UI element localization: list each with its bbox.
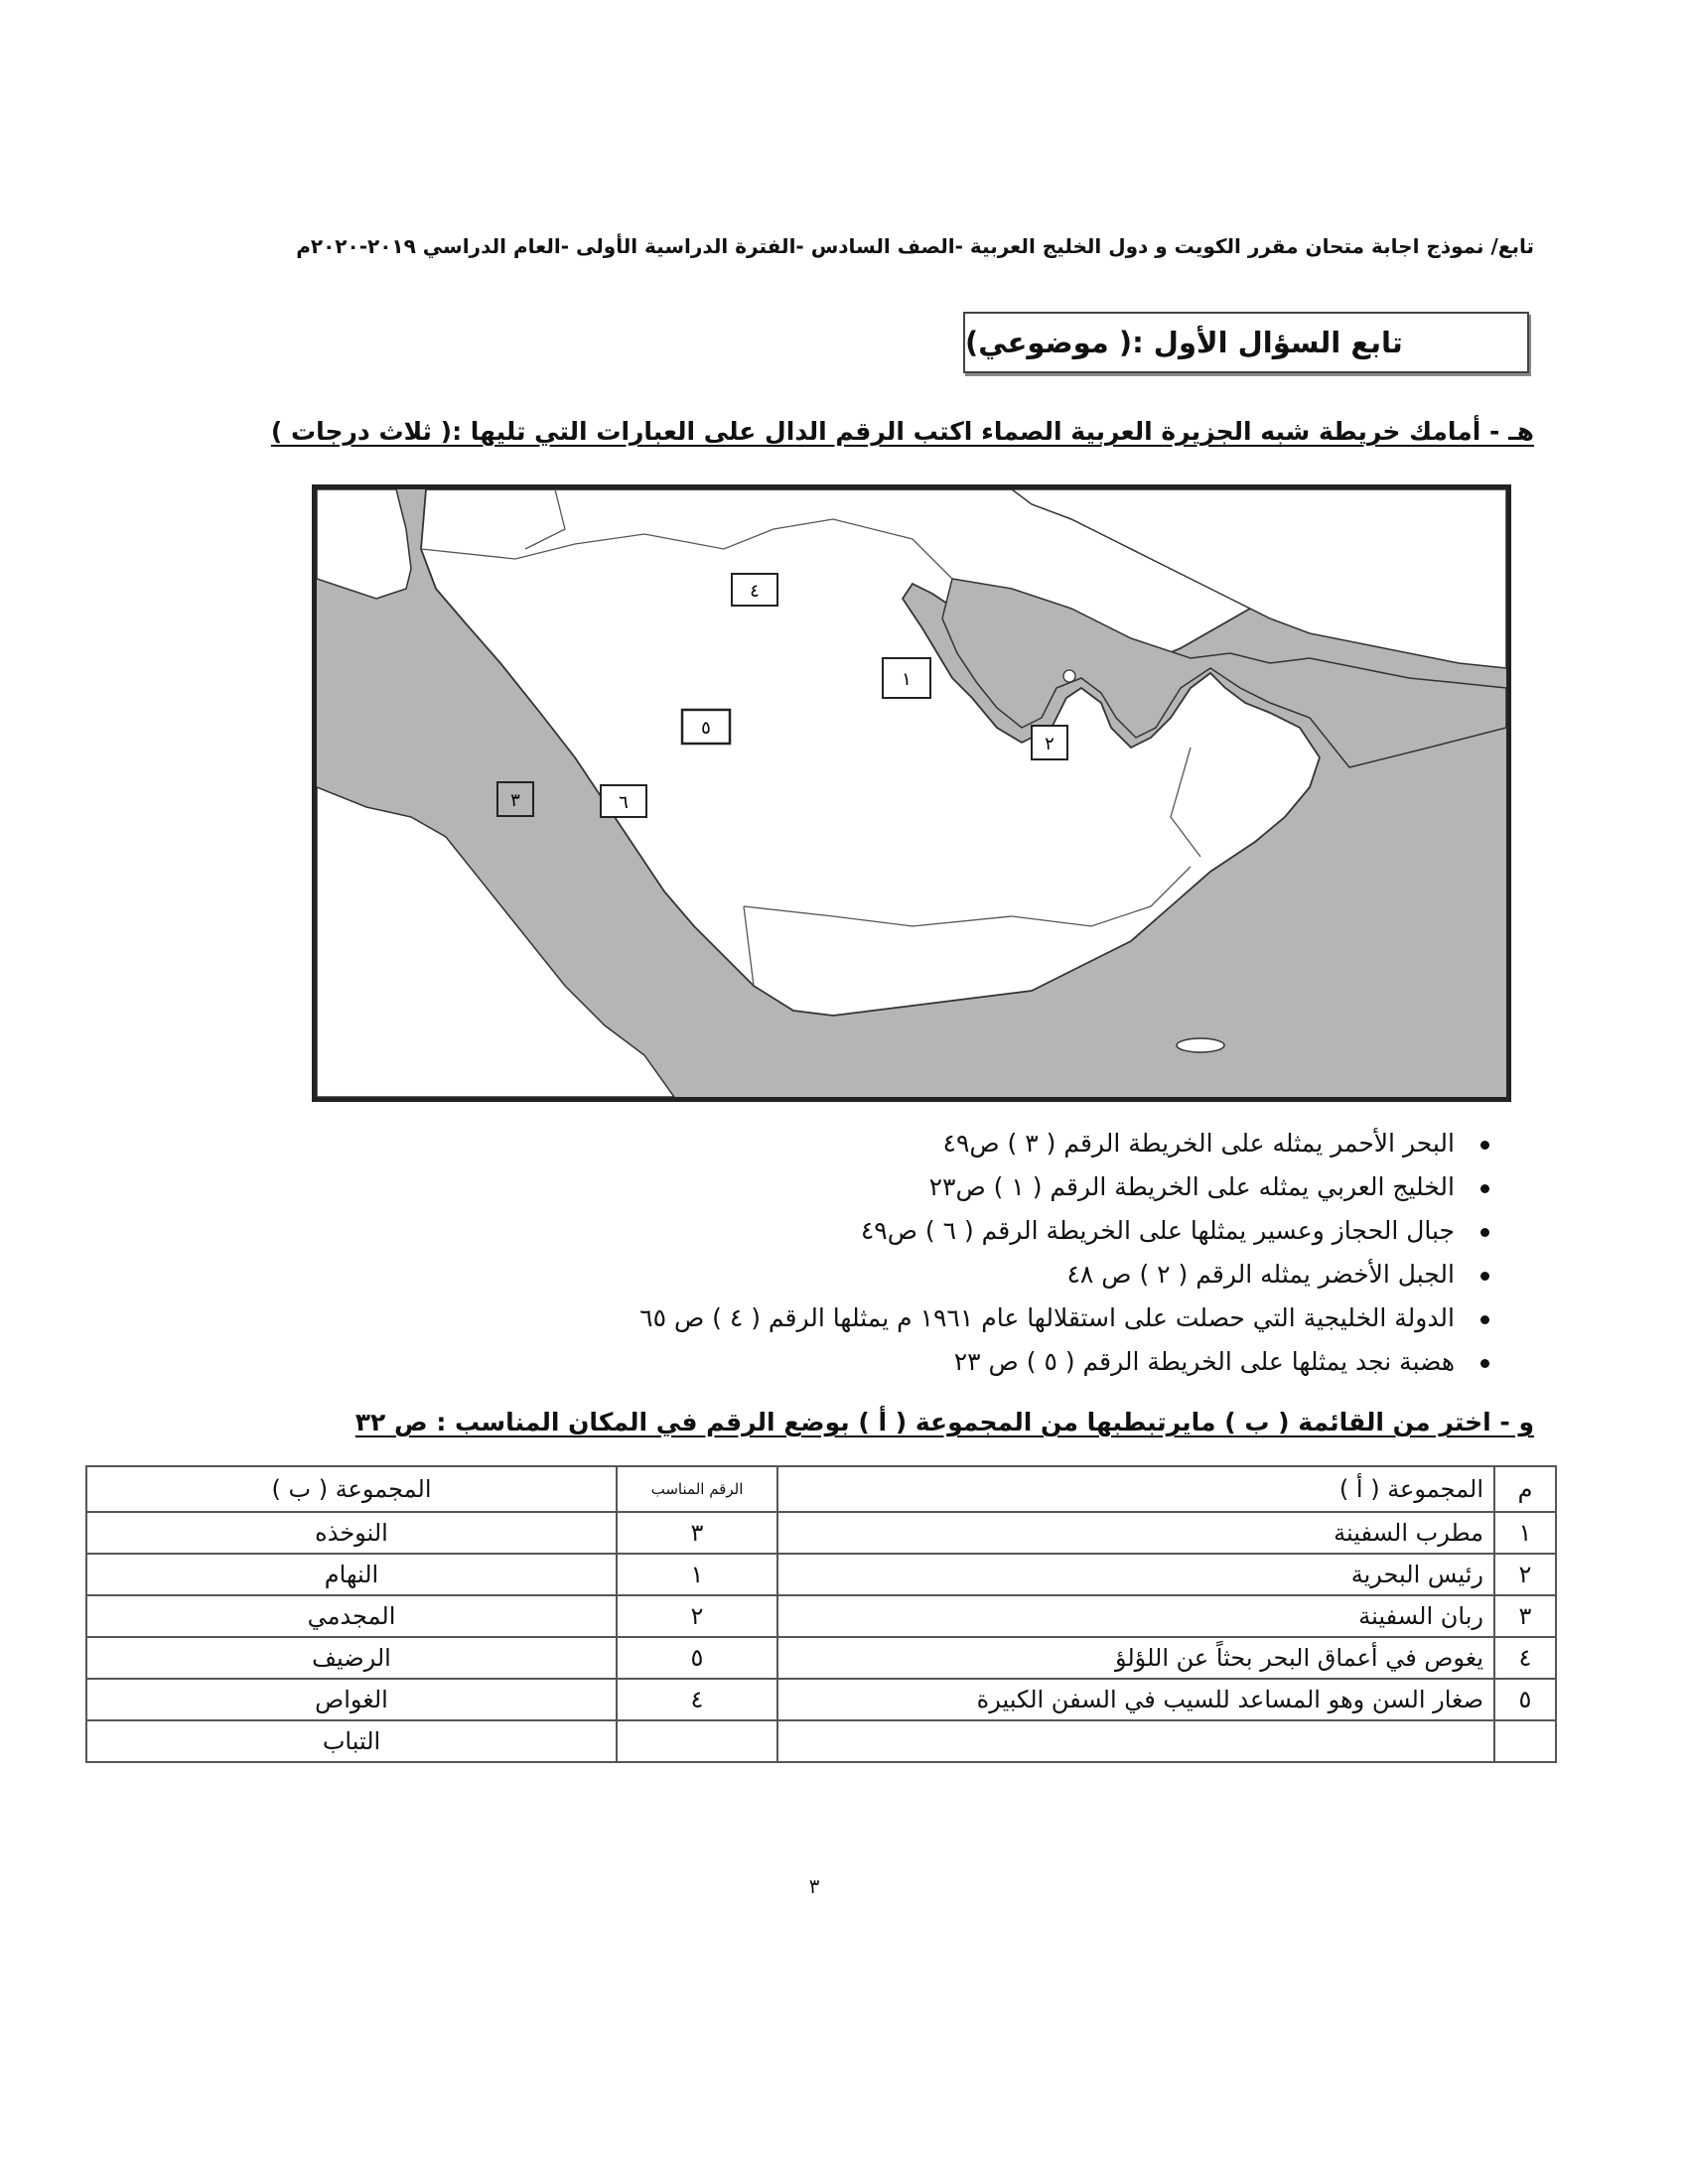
cell-group-b: المجدمي [86,1595,617,1637]
cell-group-a: مطرب السفينة [777,1512,1494,1554]
cell-number[interactable]: ٥ [617,1637,777,1679]
section-title-box [963,312,1529,373]
table-row [86,1595,1556,1637]
question-h-title: هـ - أمامك خريطة شبه الجزيرة العربية الصماء اكتب الرقم الدال على العبارات التي تليها :( ثلاث درجات ) [270,417,1534,446]
cell-group-a: يغوص في أعماق البحر بحثاً عن اللؤلؤ [777,1637,1494,1679]
statement-text: الدولة الخليجية التي حصلت على استقلالها عام ١٩٦١ م يمثلها الرقم ( ٤ ) ص ٦٥ [639,1303,1455,1332]
cell-group-a [777,1720,1494,1762]
map-svg [317,489,1506,1097]
statement-text: جبال الحجاز وعسير يمثلها على الخريطة الرقم ( ٦ ) ص٤٩ [860,1216,1455,1245]
header-m: م [1494,1466,1556,1512]
page-header: تابع/ نموذج اجابة متحان مقرر الكويت و دول الخليج العربية -الصف السادس -الفترة الدراسية الأولى -العام الدراسي ٢٠١٩-٢٠٢٠م [296,234,1534,258]
arabian-peninsula-map [312,484,1511,1102]
table-header-row [86,1466,1556,1512]
map-label-4 [732,574,777,606]
cell-number[interactable]: ١ [617,1554,777,1595]
cell-m: ٥ [1494,1679,1556,1720]
bullet-icon [1480,1272,1489,1281]
bahrain-island [1063,670,1075,682]
cell-number[interactable] [617,1720,777,1762]
header-number: الرقم المناسب [617,1466,777,1512]
map-label-6 [601,785,646,817]
bullet-icon [1480,1184,1489,1193]
statement-text: هضبة نجد يمثلها على الخريطة الرقم ( ٥ ) ص ٢٣ [953,1347,1455,1376]
egypt-land [317,489,411,599]
bullet-icon [1480,1228,1489,1237]
cell-number[interactable]: ٢ [617,1595,777,1637]
table-row [86,1637,1556,1679]
cell-group-a: رئيس البحرية [777,1554,1494,1595]
cell-m: ٣ [1494,1595,1556,1637]
cell-m: ١ [1494,1512,1556,1554]
table-row [86,1512,1556,1554]
socotra-island [1177,1038,1224,1052]
bullet-icon [1480,1359,1489,1368]
section-title: تابع السؤال الأول :( موضوعي) [965,326,1403,359]
map-label-2 [1032,726,1067,759]
cell-number[interactable]: ٣ [617,1512,777,1554]
statement-item [199,1340,1489,1384]
statement-item [199,1253,1489,1297]
table-row [86,1679,1556,1720]
cell-group-b: التباب [86,1720,617,1762]
statement-text: الخليج العربي يمثله على الخريطة الرقم ( ١ ) ص٢٣ [928,1172,1455,1201]
matching-table [85,1465,1557,1763]
map-label-5 [682,710,730,744]
cell-group-b: الغواص [86,1679,617,1720]
map-label-4-text: ٤ [750,581,760,602]
statement-item [199,1165,1489,1209]
statement-item [199,1122,1489,1165]
statement-text: البحر الأحمر يمثله على الخريطة الرقم ( ٣ ) ص٤٩ [942,1129,1455,1158]
cell-m [1494,1720,1556,1762]
header-group-b: المجموعة ( ب ) [86,1466,617,1512]
cell-group-a: صغار السن وهو المساعد للسيب في السفن الكبيرة [777,1679,1494,1720]
table-row [86,1720,1556,1762]
question-w-title: و - اختر من القائمة ( ب ) مايرتبطبها من المجموعة ( أ ) بوضع الرقم في المكان المناسب : ص ٣٢ [354,1408,1534,1436]
page-number: ٣ [808,1874,820,1898]
cell-group-b: الرضيف [86,1637,617,1679]
cell-group-b: النوخذه [86,1512,617,1554]
statement-item [199,1297,1489,1340]
table-row [86,1554,1556,1595]
statement-item [199,1209,1489,1253]
header-group-a: المجموعة ( أ ) [777,1466,1494,1512]
cell-m: ٤ [1494,1637,1556,1679]
bullet-icon [1480,1141,1489,1150]
statements-list [199,1122,1489,1384]
cell-group-b: النهام [86,1554,617,1595]
map-label-2-text: ٢ [1045,734,1055,754]
map-label-5-text: ٥ [701,718,711,739]
map-label-3-text: ٣ [510,790,520,811]
map-label-1-text: ١ [902,669,912,690]
cell-number[interactable]: ٤ [617,1679,777,1720]
statement-text: الجبل الأخضر يمثله الرقم ( ٢ ) ص ٤٨ [1066,1260,1455,1289]
cell-group-a: ربان السفينة [777,1595,1494,1637]
bullet-icon [1480,1315,1489,1324]
map-label-6-text: ٦ [619,792,629,813]
cell-m: ٢ [1494,1554,1556,1595]
